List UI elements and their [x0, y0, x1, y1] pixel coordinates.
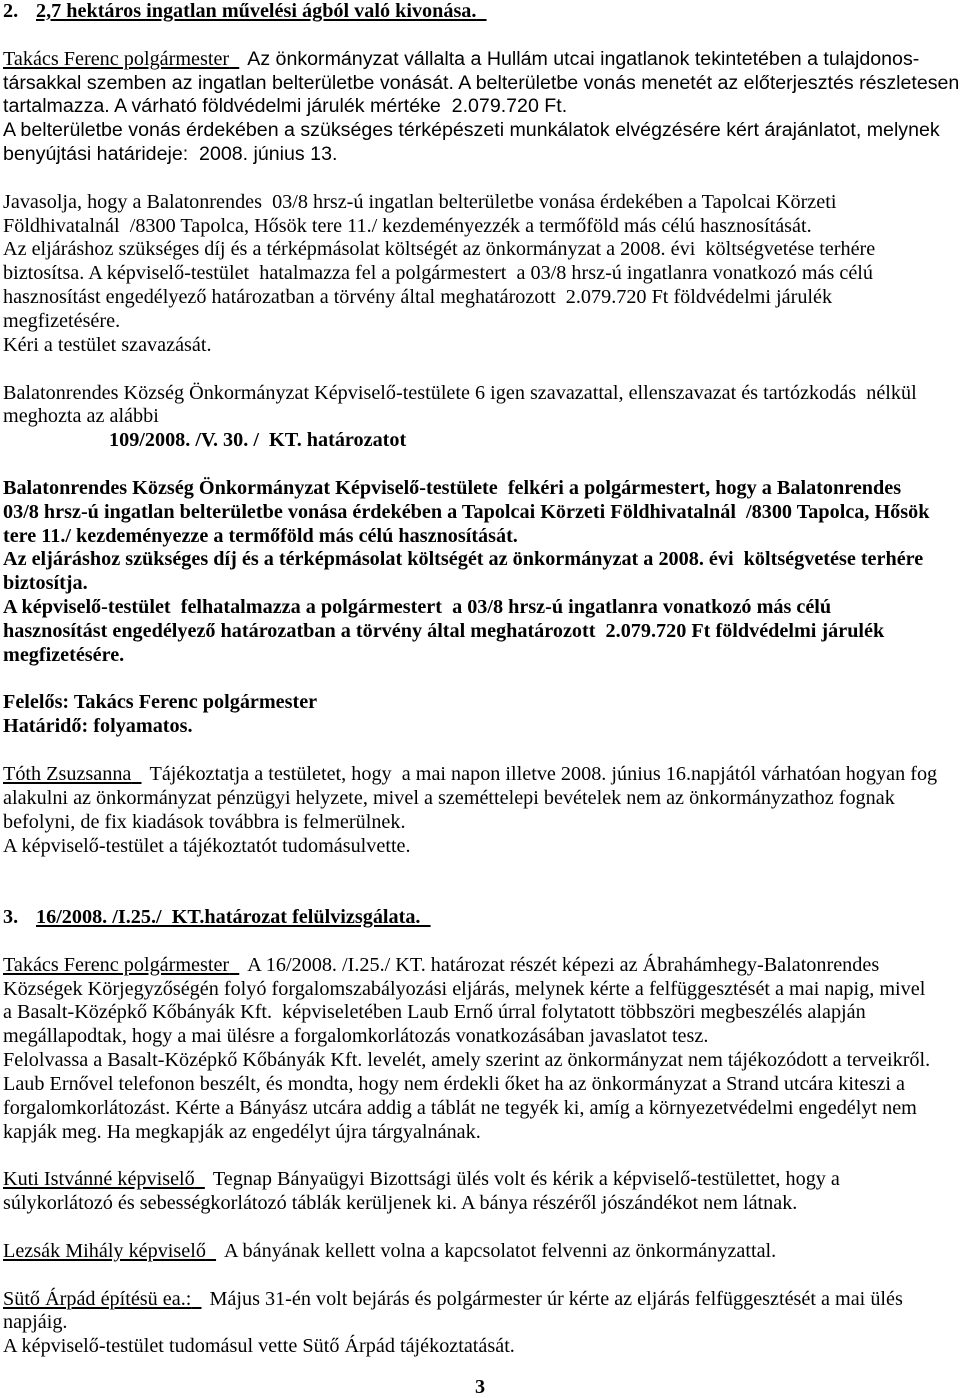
information-line: befolyni, de fix kiadások továbbra is felmerülnek. [3, 810, 406, 833]
speaker-name: Takács Ferenc polgármester [3, 953, 230, 976]
spacer [3, 167, 960, 191]
resolution-line: Az eljáráshoz szükséges díj és a térképmásolat költségét az önkormányzat a 2008. évi költségvetése terhére [3, 548, 924, 571]
information-line: A képviselő-testület a tájékoztatót tudomásulvette. [3, 834, 411, 857]
agenda-item-heading [3, 0, 960, 24]
report-text: A 16/2008. /I.25./ KT. határozat részét képezi az Ábrahámhegy-Balatonrendes [247, 953, 880, 976]
report-text: Az önkormányzat vállalta a Hullám utcai ingatlanok tekintetében a tulajdonos- [247, 47, 920, 70]
agenda-item-number: 2. [3, 0, 19, 22]
comment-text: Május 31-én volt bejárás és polgármester úr kérte az eljárás felfüggesztését a mai ülés [209, 1287, 903, 1310]
comment-line: súlykorlátozó és sebességkorlátozó táblák kerüljenek ki. A bánya részéről jószándékot nem látnak. [3, 1192, 798, 1215]
speaker-name: Sütő Árpád építésü ea.: [3, 1287, 192, 1310]
vote-line: meghozta az alábbi [3, 405, 159, 428]
report-line: a Basalt-Középkő Kőbányák Kft. képviseletében Laub Ernő úrral folytatott többszöri megbeszélés alapján [3, 1001, 866, 1024]
report-line: Községek Körjegyzőségén folyó forgalomszabályozási eljárás, melynek kérte a felfüggesztését a mai napig, mivel [3, 977, 926, 1000]
vote-line: Balatonrendes Község Önkormányzat Képviselő-testülete 6 igen szavazattal, ellenszavazat és tartózkodás nélkül [3, 381, 917, 404]
resolution-line: 03/8 hrsz-ú ingatlan belterületbe vonása érdekében a Tapolcai Körzeti Földhivatalnál /8300 Tapolca, Hősök [3, 500, 930, 523]
spacer [3, 1145, 960, 1169]
comment-text: A bányának kellett volna a kapcsolatot felvenni az önkormányzattal. [224, 1239, 777, 1262]
report-line: Felolvassa a Basalt-Középkő Kőbányák Kft. levelét, amely szerint az önkormányzat nem tájékozódott a terveikről. [3, 1049, 931, 1072]
proposal-line: Földhivatalnál /8300 Tapolca, Hősök tere 11./ kezdeményezzék a termőföld más célú hasznosítását. [3, 214, 812, 237]
information-line [3, 763, 960, 787]
report-line: társakkal szemben az ingatlan belterületbe vonását. A belterületbe vonás menetét az előterjesztés részletesen [3, 71, 960, 94]
proposal-line: Az eljáráshoz szükséges díj és a térképmásolat költségét az önkormányzat a 2008. évi költségvetése terhére [3, 238, 876, 261]
agenda-item-heading [3, 906, 960, 930]
agenda-item-title: 2,7 hektáros ingatlan művelési ágból való kivonása. [36, 0, 477, 22]
agenda-item-title: 16/2008. /I.25./ KT.határozat felülvizsgálata. [36, 906, 421, 929]
spacer [3, 858, 960, 882]
comment-line [3, 1168, 960, 1192]
speaker-name: Tóth Zsuzsanna [3, 763, 132, 785]
resolution-line: megfizetésére. [3, 643, 125, 666]
report-line: kapják meg. Ha megkapják az engedélyt újra tárgyalnának. [3, 1120, 481, 1143]
document-body [3, 0, 960, 1359]
spacer [3, 1264, 960, 1288]
spacer [3, 453, 960, 477]
report-line: Laub Ernővel telefonon beszélt, és mondta, hogy nem érdekli őket ha az önkormányzat a Strand utcára kiteszi a [3, 1072, 905, 1095]
agenda-item-number: 3. [3, 906, 19, 929]
resolution-line: biztosítja. [3, 572, 88, 595]
spacer [3, 739, 960, 763]
comment-line: napjáig. [3, 1311, 68, 1334]
spacer [3, 358, 960, 382]
report-line: tartalmazza. A várható földvédelmi járulék mértéke 2.079.720 Ft. [3, 95, 568, 118]
comment-text: Tegnap Bányaügyi Bizottsági ülés volt és kérik a képviselő-testülettet, hogy a [212, 1168, 840, 1191]
resolution-line: hasznosítást engedélyező határozatban a törvény által meghatározott 2.079.720 Ft földvédelmi járulék [3, 619, 885, 642]
proposal-line: Javasolja, hogy a Balatonrendes 03/8 hrsz-ú ingatlan belterületbe vonása érdekében a Tapolcai Körzeti [3, 190, 837, 213]
report-line [3, 48, 960, 72]
report-line: benyújtási határideje: 2008. június 13. [3, 143, 338, 166]
spacer [3, 1216, 960, 1240]
spacer [3, 882, 960, 906]
proposal-line: megfizetésére. [3, 309, 121, 332]
proposal-line: Kéri a testület szavazását. [3, 333, 212, 356]
report-line: A belterületbe vonás érdekében a szükséges térképészeti munkálatok elvégzésére kért árajánlatot, melynek [3, 119, 940, 142]
speaker-name: Takács Ferenc polgármester [3, 47, 230, 70]
information-line: alakulni az önkormányzat pénzügyi helyzete, mivel a szeméttelepi bevételek nem az önkormányzathoz fognak [3, 786, 895, 809]
resolution-line: Balatonrendes Község Önkormányzat Képviselő-testülete felkéri a polgármestert, hogy a Balatonrendes [3, 476, 902, 499]
resolution-number: 109/2008. /V. 30. / KT. határozatot [109, 429, 407, 452]
page-number: 3 [474, 1376, 486, 1398]
proposal-line: biztosítsa. A képviselő-testület hatalmazza fel a polgármestert a 03/8 hrsz-ú ingatlanra vonatkozó más célú [3, 262, 874, 285]
resolution-line: tere 11./ kezdeményezze a termőföld más célú hasznosítását. [3, 524, 518, 547]
resolution-line: A képviselő-testület felhatalmazza a polgármestert a 03/8 hrsz-ú ingatlanra vonatkozó más célú [3, 596, 832, 619]
report-line [3, 954, 960, 978]
proposal-line: hasznosítást engedélyező határozatban a törvény által meghatározott 2.079.720 Ft földvédelmi járulék [3, 286, 833, 309]
report-line: megállapodtak, hogy a mai ülésre a forgalomkorlátozás vonatkozásában javaslatot tesz. [3, 1025, 709, 1048]
speaker-name: Kuti Istvánné képviselő [3, 1168, 195, 1191]
speaker-name: Lezsák Mihály képviselő [3, 1239, 206, 1262]
comment-line [3, 1240, 960, 1264]
report-line: forgalomkorlátozást. Kérte a Bányász utcára addig a táblát ne tegyék ki, amíg a környezetvédelmi engedélyt nem [3, 1096, 917, 1119]
closing-line: A képviselő-testület tudomásul vette Sütő Árpád tájékoztatását. [3, 1335, 515, 1358]
comment-line [3, 1288, 960, 1312]
spacer [3, 930, 960, 954]
information-text: Tájékoztatja a testületet, hogy a mai napon illetve 2008. június 16.napjától várhatóan hogyan fog [149, 763, 938, 785]
deadline: Határidő: folyamatos. [3, 715, 193, 738]
spacer [3, 24, 960, 48]
responsible-person: Felelős: Takács Ferenc polgármester [3, 691, 318, 714]
spacer [3, 668, 960, 692]
